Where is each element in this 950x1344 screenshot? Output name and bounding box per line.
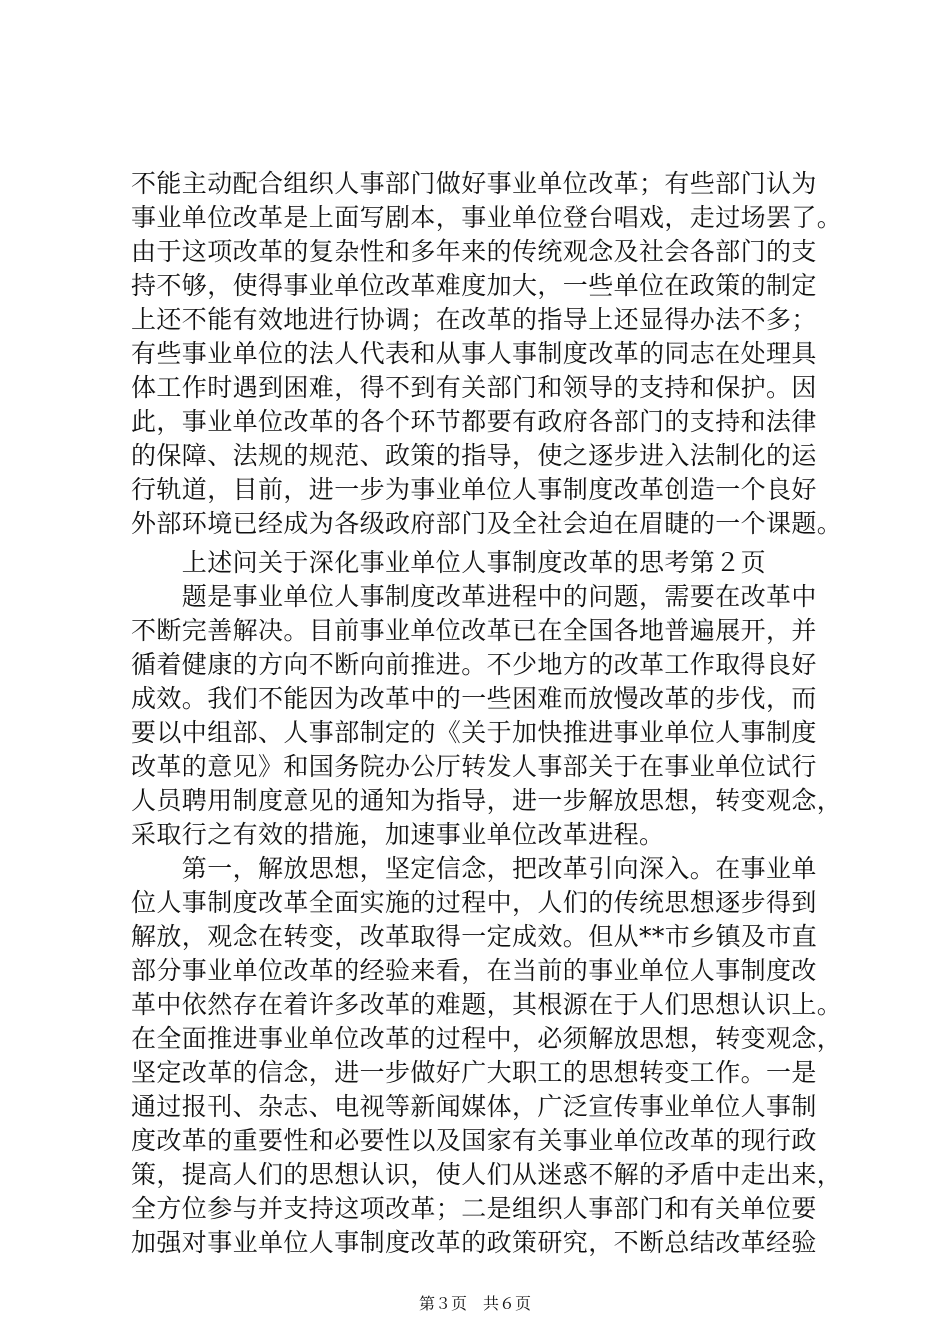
text-line: 策，提高人们的思想认识，使人们从迷惑不解的矛盾中走出来，	[131, 1160, 843, 1189]
section-heading: 上述问关于深化事业单位人事制度改革的思考第２页	[131, 548, 767, 577]
text-line: 上还不能有效地进行协调；在改革的指导上还显得办法不多；	[131, 305, 817, 334]
text-line: 此，事业单位改革的各个环节都要有政府各部门的支持和法律	[131, 407, 817, 436]
text-line: 有些事业单位的法人代表和从事人事制度改革的同志在处理具	[131, 339, 817, 368]
text-line: 第一，解放思想，坚定信念，把改革引向深入。在事业单	[131, 854, 817, 883]
text-line: 革中依然存在着许多改革的难题，其根源在于人们思想认识上。	[131, 990, 843, 1019]
text-line: 的保障、法规的规范、政策的指导，使之逐步进入法制化的运	[131, 441, 817, 470]
text-line: 持不够，使得事业单位改革难度加大，一些单位在政策的制定	[131, 271, 817, 300]
text-line: 不能主动配合组织人事部门做好事业单位改革；有些部门认为	[131, 169, 817, 198]
page-footer: 第３页 共６页	[418, 1294, 531, 1313]
text-line: 通过报刊、杂志、电视等新闻媒体，广泛宣传事业单位人事制	[131, 1092, 817, 1121]
text-line: 成效。我们不能因为改革中的一些困难而放慢改革的步伐，而	[131, 684, 817, 713]
text-line: 全方位参与并支持这项改革；二是组织人事部门和有关单位要	[131, 1194, 817, 1223]
text-line: 不断完善解决。目前事业单位改革已在全国各地普遍展开，并	[131, 616, 817, 645]
text-line: 改革的意见》和国务院办公厅转发人事部关于在事业单位试行	[131, 752, 817, 781]
text-line: 坚定改革的信念，进一步做好广大职工的思想转变工作。一是	[131, 1058, 817, 1087]
text-line: 题是事业单位人事制度改革进程中的问题，需要在改革中	[131, 582, 817, 611]
text-line: 度改革的重要性和必要性以及国家有关事业单位改革的现行政	[131, 1126, 817, 1155]
text-line: 行轨道，目前，进一步为事业单位人事制度改革创造一个良好	[131, 475, 817, 504]
text-line: 在全面推进事业单位改革的过程中，必须解放思想，转变观念，	[131, 1024, 843, 1053]
text-line: 体工作时遇到困难，得不到有关部门和领导的支持和保护。因	[131, 373, 817, 402]
text-line: 外部环境已经成为各级政府部门及全社会迫在眉睫的一个课题。	[131, 509, 843, 538]
text-line: 由于这项改革的复杂性和多年来的传统观念及社会各部门的支	[131, 237, 817, 266]
text-line: 位人事制度改革全面实施的过程中，人们的传统思想逐步得到	[131, 888, 817, 917]
text-line: 事业单位改革是上面写剧本，事业单位登台唱戏，走过场罢了。	[131, 203, 843, 232]
text-line: 人员聘用制度意见的通知为指导，进一步解放思想，转变观念，	[131, 786, 843, 815]
text-line: 要以中组部、人事部制定的《关于加快推进事业单位人事制度	[131, 718, 817, 747]
text-line: 采取行之有效的措施，加速事业单位改革进程。	[131, 820, 665, 849]
text-line: 部分事业单位改革的经验来看，在当前的事业单位人事制度改	[131, 956, 817, 985]
text-line: 解放，观念在转变，改革取得一定成效。但从**市乡镇及市直	[131, 922, 818, 951]
text-line: 循着健康的方向不断向前推进。不少地方的改革工作取得良好	[131, 650, 817, 679]
text-line: 加强对事业单位人事制度改革的政策研究，不断总结改革经验	[131, 1228, 817, 1257]
